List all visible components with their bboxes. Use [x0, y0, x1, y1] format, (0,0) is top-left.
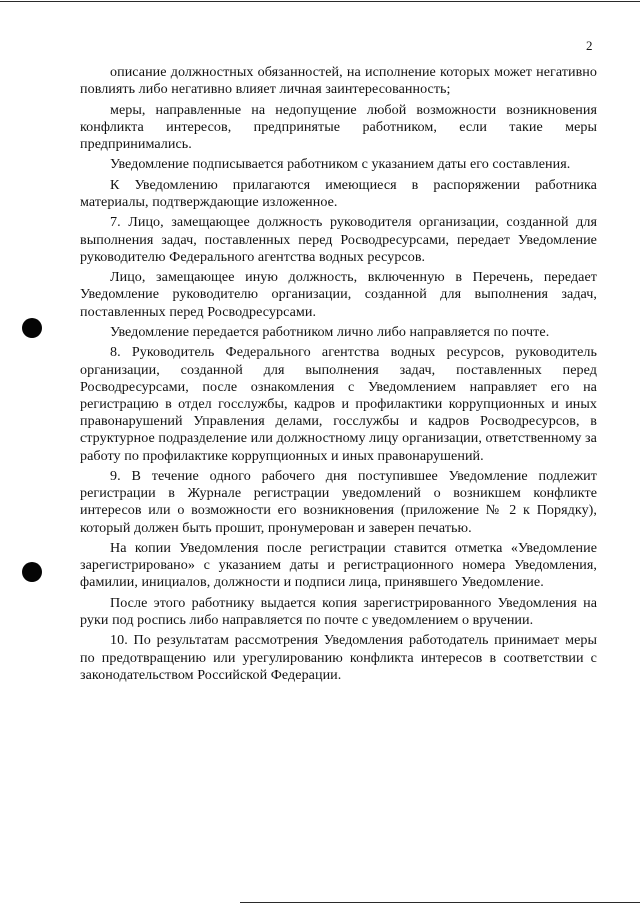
- paragraph-item-8: 8. Руководитель Федерального агентства водных ресурсов, руководитель организации, созданной для выполнения задач, поставленных перед Росводресурсами, после ознакомления с Уведомлением направляет его на регистрацию в отдел госслужбы, кадров и профилактики коррупционных и иных правонарушений Управления делами, госслужбы и кадров Росводресурсов, в структурное подразделение или должностному лицу организации, ответственному за работу по профилактике коррупционных и иных правонарушений.: [80, 344, 597, 464]
- paragraph-job-duties: описание должностных обязанностей, на исполнение которых может негативно повлиять либо негативно влияет личная заинтересованность;: [80, 64, 597, 98]
- punch-hole-top: [22, 318, 42, 338]
- document-body: [80, 64, 597, 687]
- paragraph-copy-issued: После этого работнику выдается копия зарегистрированного Уведомления на руки под роспись либо направляется по почте с уведомлением о вручении.: [80, 594, 597, 628]
- paragraph-delivery: Уведомление передается работником лично либо направляется по почте.: [110, 323, 550, 340]
- page-number: 2: [586, 38, 593, 53]
- paragraph-item-10: 10. По результатам рассмотрения Уведомления работодатель принимает меры по предотвращению или урегулированию конфликта интересов в соответствии с законодательством Российской Федерации.: [80, 632, 597, 683]
- paragraph-item-7: 7. Лицо, замещающее должность руководителя организации, созданной для выполнения задач, поставленных перед Росводресурсами, передает Уведомление руководителю Федерального агентства водных ресурсов.: [80, 214, 597, 265]
- paragraph-item-9: 9. В течение одного рабочего дня поступившее Уведомление подлежит регистрации в Журнале регистрации уведомлений о возникшем конфликте интересов или о возможности его возникновения (приложение № 2 к Порядку), который должен быть прошит, пронумерован и заверен печатью.: [80, 467, 597, 536]
- paragraph-prevention-measures: меры, направленные на недопущение любой возможности возникновения конфликта интересов, предпринятые работником, если такие меры предпринимались.: [80, 101, 597, 152]
- scan-edge-bottom: [240, 902, 640, 903]
- punch-hole-bottom: [22, 562, 42, 582]
- paragraph-signature: Уведомление подписывается работником с указанием даты его составления.: [110, 156, 571, 173]
- paragraph-other-position: Лицо, замещающее иную должность, включенную в Перечень, передает Уведомление руководителю организации, созданной для выполнения задач, поставленных перед Росводресурсами.: [80, 269, 597, 320]
- scan-edge-top: [0, 1, 640, 2]
- paragraph-registration-mark: На копии Уведомления после регистрации ставится отметка «Уведомление зарегистрировано» с указанием даты и регистрационного номера Уведомления, фамилии, инициалов, должности и подписи лица, принявшего Уведомление.: [80, 539, 597, 591]
- paragraph-attachments: К Уведомлению прилагаются имеющиеся в распоряжении работника материалы, подтверждающие изложенное.: [80, 176, 597, 210]
